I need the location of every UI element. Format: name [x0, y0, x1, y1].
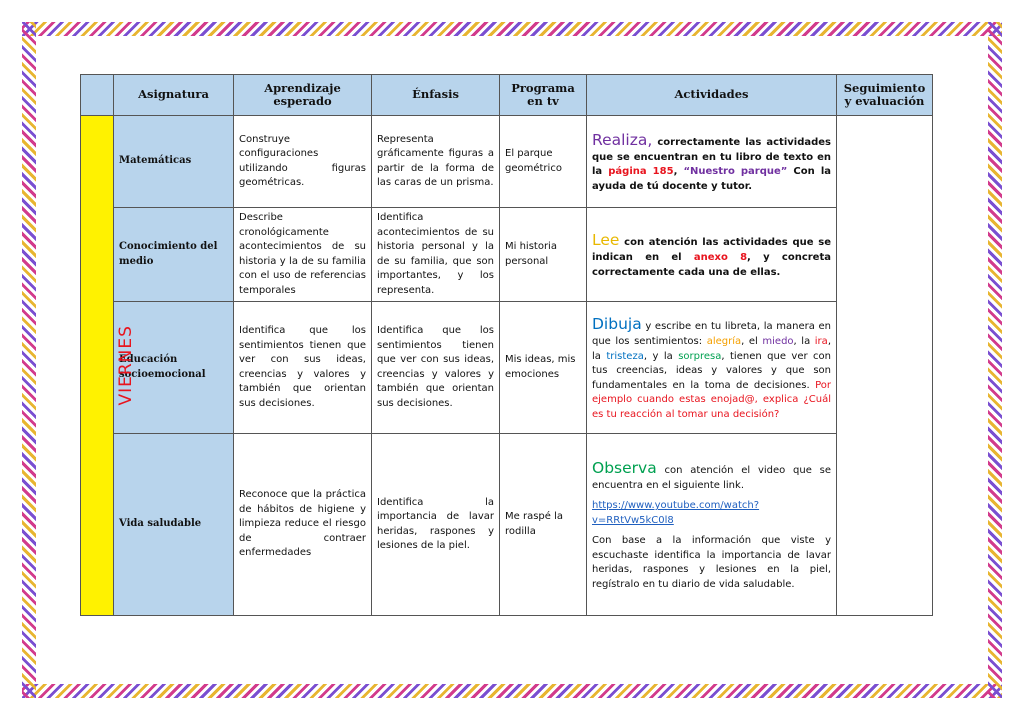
activity-verb: Dibuja — [592, 314, 642, 333]
decorative-border-left — [22, 22, 36, 698]
followup-cell — [837, 116, 933, 616]
day-label: VIERNES — [115, 325, 136, 406]
activity-verb: Observa — [592, 458, 657, 477]
activity-cell — [587, 302, 837, 434]
emphasis-cell: Identifica la importancia de lavar heridas, raspones y lesiones de la piel. — [372, 434, 500, 616]
activity-page: página 185 — [608, 166, 674, 178]
activity-text: , — [673, 166, 684, 178]
activity-text: y escribe en tu libreta, la manera en que los sentimientos: — [592, 320, 831, 348]
activity-text: con atención el video que se encuentra en el siguiente link. — [592, 464, 831, 491]
header-learning: Aprendizaje esperado — [234, 75, 372, 116]
activity-verb: Realiza, — [592, 130, 653, 149]
activity-lesson-title: “Nuestro parque” — [683, 166, 788, 178]
emphasis-cell: Identifica acontecimientos de su historia personal y la de su familia, que son importantes, y los representa. — [372, 208, 500, 302]
activity-intro — [592, 457, 831, 494]
program-cell: Mi historia personal — [500, 208, 587, 302]
decorative-border-top — [22, 22, 1002, 36]
table-header-row — [81, 75, 933, 116]
activity-cell — [587, 208, 837, 302]
activity-text: con atención las actividades que se indican en el — [592, 236, 831, 264]
learning-cell: Identifica que los sentimientos tienen que ver con sus ideas, creencias y valores y también que orientan sus decisiones. — [234, 302, 372, 434]
emphasis-cell: Representa gráficamente figuras a partir de la forma de las caras de un prisma. — [372, 116, 500, 208]
separator: , el — [741, 336, 763, 348]
activity-question: Por ejemplo cuando estas enojad@, explica ¿Cuál es tu reacción al tomar una decisión? — [592, 379, 831, 420]
subject-cell: Conocimiento del medio — [114, 208, 234, 302]
separator: , y la — [643, 350, 679, 362]
decorative-border-right — [988, 22, 1002, 698]
feeling-sorpresa: sorpresa — [678, 350, 722, 362]
separator: , la — [592, 336, 831, 362]
table-row — [81, 208, 933, 302]
learning-cell: Describe cronológicamente acontecimientos de su historia y la de su familia con el uso de referencias temporales — [234, 208, 372, 302]
table-row — [81, 434, 933, 616]
header-activities: Actividades — [587, 75, 837, 116]
weekly-plan-table — [80, 74, 933, 616]
feeling-tristeza: tristeza — [606, 350, 644, 362]
table-row — [81, 302, 933, 434]
activity-text: , tienen que ver con tus creencias, ideas y valores y que son fundamentales en la toma de decisiones. — [592, 350, 831, 391]
activity-text: correctamente las actividades que se encuentran en tu libro de texto en la — [592, 136, 831, 178]
separator: , la — [793, 336, 815, 348]
subject-cell: Matemáticas — [114, 116, 234, 208]
header-tv-program: Programa en tv — [500, 75, 587, 116]
activity-annex: anexo 8 — [693, 252, 748, 264]
header-followup: Seguimiento y evaluación — [837, 75, 933, 116]
activity-text: , y concreta correctamente cada una de ellas. — [592, 252, 831, 278]
feeling-alegria: alegría — [706, 336, 742, 348]
emphasis-cell: Identifica que los sentimientos tienen que ver con sus ideas, creencias y valores y también que orientan sus decisiones. — [372, 302, 500, 434]
header-subject: Asignatura — [114, 75, 234, 116]
learning-cell: Construye configuraciones utilizando figuras geométricas. — [234, 116, 372, 208]
header-blank — [81, 75, 114, 116]
program-cell: Mis ideas, mis emociones — [500, 302, 587, 434]
subject-cell: Vida saludable — [114, 434, 234, 616]
header-emphasis: Énfasis — [372, 75, 500, 116]
activity-text: Con la ayuda de tú docente y tutor. — [592, 166, 832, 192]
activity-text: Con base a la información que viste y escuchaste identifica la importancia de lavar heridas, raspones y lesiones en la piel, regístralo en tu diario de vida saludable. — [592, 535, 831, 590]
program-cell: Me raspé la rodilla — [500, 434, 587, 616]
table-row — [81, 116, 933, 208]
activity-cell — [587, 116, 837, 208]
activity-verb: Lee — [592, 230, 620, 249]
activity-link-block — [592, 499, 831, 528]
activity-cell — [587, 434, 837, 616]
decorative-border-bottom — [22, 684, 1002, 698]
day-cell — [81, 116, 136, 616]
feeling-miedo: miedo — [762, 336, 794, 348]
program-cell: El parque geométrico — [500, 116, 587, 208]
video-link[interactable]: https://www.youtube.com/watch?v=RRtVw5kC0l8 — [592, 500, 760, 526]
feeling-ira: ira — [814, 336, 828, 348]
learning-cell: Reconoce que la práctica de hábitos de higiene y limpieza reduce el riesgo de contraer enfermedades — [234, 434, 372, 616]
subject-cell: Educación socioemocional — [114, 302, 234, 434]
